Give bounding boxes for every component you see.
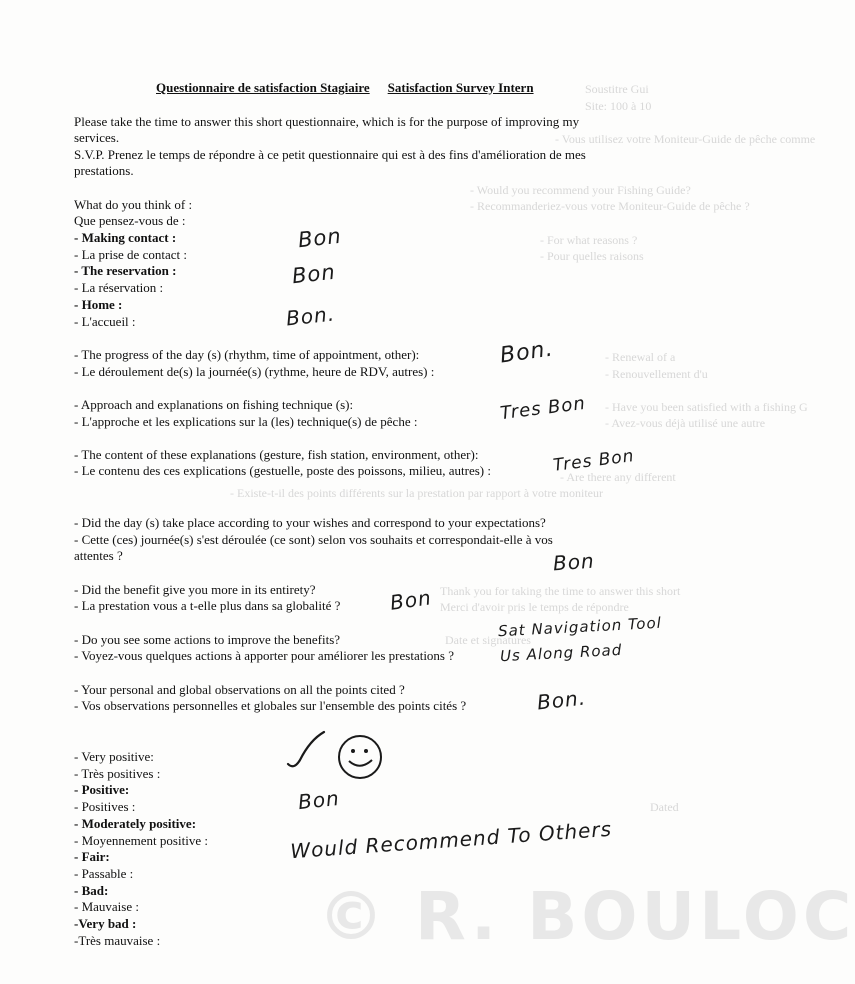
title-fr: Questionnaire de satisfaction Stagiaire <box>156 80 370 95</box>
handwritten-answer: Bon. <box>535 685 588 715</box>
intro-en-2: services. <box>74 130 120 145</box>
question-en: - The progress of the day (s) (rhythm, time of appointment, other): <box>74 347 420 362</box>
bleedthrough-text: Soustitre Gui <box>585 82 649 96</box>
question-fr: - La prestation vous a t-elle plus dans sa globalité ? <box>74 598 341 613</box>
item-fr: - La prise de contact : <box>74 247 187 262</box>
question-en: - Approach and explanations on fishing technique (s): <box>74 397 354 412</box>
rating-fr: - Mauvaise : <box>74 899 139 914</box>
checkmark-icon <box>288 732 324 766</box>
bleedthrough-text: - Avez-vous déjà utilisé une autre <box>605 416 766 430</box>
page-title <box>156 80 534 96</box>
handwritten-answer: Bon <box>290 259 337 289</box>
copyright-watermark: © R. BOULOC <box>318 878 855 955</box>
handwritten-answer: Tres Bon <box>499 392 587 425</box>
question-fr-continued: attentes ? <box>74 548 123 563</box>
smiley-checkmark-drawing <box>280 722 400 792</box>
rating-fr: - Passable : <box>74 866 134 881</box>
item-en: - The reservation : <box>74 263 177 278</box>
bleedthrough-text: Merci d'avoir pris le temps de répondre <box>440 600 629 614</box>
bleedthrough-text: - Pour quelles raisons <box>540 249 644 263</box>
rating-fr: - Positives : <box>74 799 136 814</box>
question-fr: - L'approche et les explications sur la (les) technique(s) de pêche : <box>74 414 418 429</box>
handwritten-answer: Us Along Road <box>499 640 623 666</box>
item-fr: - La réservation : <box>74 280 164 295</box>
bleedthrough-text: - Renouvellement d'u <box>605 367 708 381</box>
handwritten-answer: Bon <box>552 548 596 576</box>
handwritten-answer: Bon <box>296 223 343 253</box>
bleedthrough-text: - Would you recommend your Fishing Guide? <box>470 183 691 197</box>
bleedthrough-text: Date et signatures <box>445 633 531 647</box>
bleedthrough-text: - Recommanderiez-vous votre Moniteur-Guide de pêche ? <box>470 199 750 213</box>
rating-fr: -Très mauvaise : <box>74 933 161 948</box>
question-fr: - Cette (ces) journée(s) s'est déroulée (ce sont) selon vos souhaits et correspondait-elle à vos <box>74 532 553 547</box>
title-en: Satisfaction Survey Intern <box>387 80 534 95</box>
bleedthrough-text: - Have you been satisfied with a fishing G <box>605 400 808 414</box>
rating-fr: - Très positives : <box>74 766 161 781</box>
bleedthrough-text: - Renewal of a <box>605 350 676 364</box>
question-fr: - Voyez-vous quelques actions à apporter pour améliorer les prestations ? <box>74 648 455 663</box>
bleedthrough-text: Thank you for taking the time to answer this short <box>440 584 681 598</box>
handwritten-answer: Sat Navigation Tool <box>497 613 663 641</box>
bleedthrough-text: Site: 100 à 10 <box>585 99 652 113</box>
rating-en: - Fair: <box>74 849 110 864</box>
handwritten-answer: Bon <box>388 585 434 615</box>
rating-en: - Very positive: <box>74 749 154 764</box>
rating-en: - Positive: <box>74 782 130 797</box>
item-fr: - L'accueil : <box>74 314 136 329</box>
question-en: - Your personal and global observations on all the points cited ? <box>74 682 405 697</box>
section1-question-en: What do you think of : <box>74 197 193 212</box>
question-en: - Did the benefit give you more in its entirety? <box>74 582 316 597</box>
handwritten-comment: Would Recommend To Others <box>289 816 613 864</box>
intro-fr-1: S.V.P. Prenez le temps de répondre à ce petit questionnaire qui est à des fins d'amélioration de mes <box>74 147 586 162</box>
bleedthrough-text: - Are there any different <box>560 470 676 484</box>
question-en: - Did the day (s) take place according to your wishes and correspond to your expectations? <box>74 515 546 530</box>
handwritten-answer: Bon. <box>284 301 337 331</box>
smiley-face-icon <box>339 736 381 778</box>
section1-question-fr: Que pensez-vous de : <box>74 213 186 228</box>
bleedthrough-text: - Existe-t-il des points différents sur la prestation par rapport à votre moniteur <box>230 486 604 500</box>
handwritten-answer: Bon. <box>498 336 555 369</box>
item-en: - Making contact : <box>74 230 177 245</box>
intro-fr-2: prestations. <box>74 163 134 178</box>
handwritten-comment: Bon <box>296 785 341 815</box>
bleedthrough-text: - Vous utilisez votre Moniteur-Guide de pêche comme <box>555 132 816 146</box>
item-en: - Home : <box>74 297 123 312</box>
handwritten-answer: Tres Bon <box>552 446 636 476</box>
rating-fr: - Moyennement positive : <box>74 833 208 848</box>
question-fr: - Le déroulement de(s) la journée(s) (rythme, heure de RDV, autres) : <box>74 364 435 379</box>
question-en: - Do you see some actions to improve the benefits? <box>74 632 341 647</box>
rating-en: -Very bad : <box>74 916 137 931</box>
intro-en-1: Please take the time to answer this short questionnaire, which is for the purpose of improving my <box>74 114 580 129</box>
bleedthrough-text: Dated <box>650 800 679 814</box>
rating-en: - Moderately positive: <box>74 816 197 831</box>
rating-en: - Bad: <box>74 883 109 898</box>
bleedthrough-text: - For what reasons ? <box>540 233 638 247</box>
question-fr: - Vos observations personnelles et globales sur l'ensemble des points cités ? <box>74 698 467 713</box>
question-fr: - Le contenu des ces explications (gestuelle, poste des poissons, milieu, autres) : <box>74 463 491 478</box>
question-en: - The content of these explanations (gesture, fish station, environment, other): <box>74 447 479 462</box>
